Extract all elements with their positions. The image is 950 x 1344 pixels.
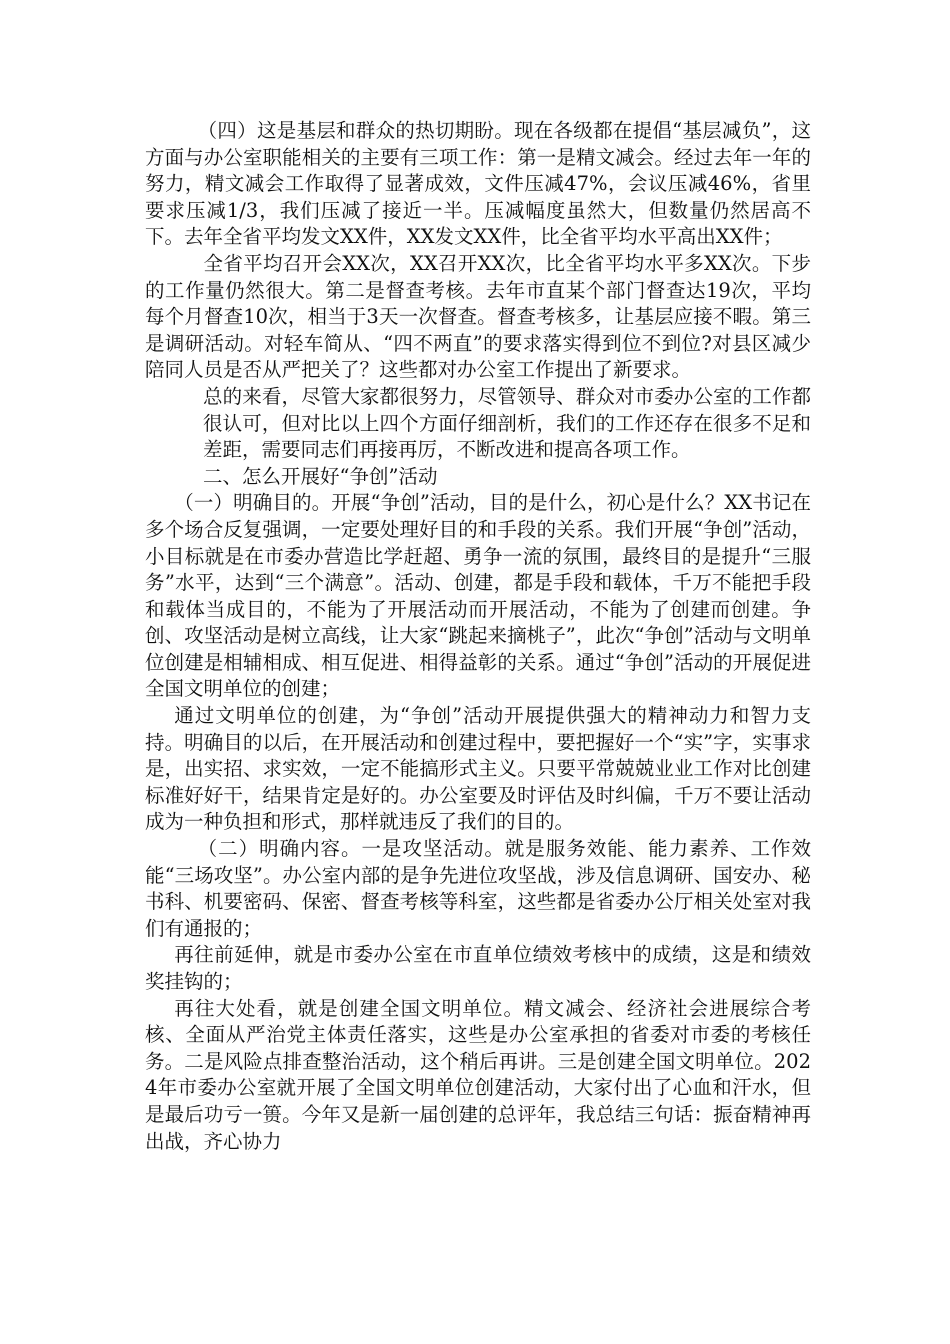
paragraph-6: （二）明确内容。一是攻坚活动。就是服务效能、能力素养、工作效能“三场攻坚”。办公室内部的是争先进位攻坚战，涉及信息调研、国安办、秘书科、机要密码、保密、督查考核等科室，这些都是省委办公厅相关处室对我们有通报的； [145, 837, 811, 940]
paragraph-1: （四）这是基层和群众的热切期盼。现在各级都在提倡“基层减负”，这方面与办公室职能相关的主要有三项工作：第一是精文减会。经过去年一年的努力，精文减会工作取得了显著成效，文件压减47%，会议压减46%，省里要求压减1/3，我们压减了接近一半。压减幅度虽然大，但数量仍然居高不下。去年全省平均发文XX件，XX发文XX件，比全省平均水平高出XX件； [145, 119, 811, 249]
paragraph-7: 再往前延伸，就是市委办公室在市直单位绩效考核中的成绩，这是和绩效奖挂钩的； [145, 943, 811, 993]
paragraph-2: 全省平均召开会XX次，XX召开XX次，比全省平均水平多XX次。下步的工作量仍然很大。第二是督查考核。去年市直某个部门督查达19次，平均每个月督查10次，相当于3天一次督查。督查考核多，让基层应接不暇。第三是调研活动。对轻车简从、“四不两直”的要求落实得到位不到位?对县区减少陪同人员是否从严把关了？这些都对办公室工作提出了新要求。 [145, 251, 811, 382]
paragraph-4: （一）明确目的。开展“争创”活动，目的是什么，初心是什么？XX书记在多个场合反复强调，一定要处理好目的和手段的关系。我们开展“争创”活动，小目标就是在市委办营造比学赶超、勇争一流的氛围，最终目的是提升“三服务”水平，达到“三个满意”。活动、创建，都是手段和载体，千万不能把手段和载体当成目的，不能为了开展活动而开展活动，不能为了创建而创建。争创、攻坚活动是树立高线，让大家“跳起来摘桃子”，此次“争创”活动与文明单位创建是相辅相成、相互促进、相得益彰的关系。通过“争创”活动的开展促进全国文明单位的创建； [145, 491, 811, 701]
paragraph-5: 通过文明单位的创建，为“争创”活动开展提供强大的精神动力和智力支持。明确目的以后，在开展活动和创建过程中，要把握好一个“实”字，实事求是，出实招、求实效，一定不能搞形式主义。只要平常兢兢业业工作对比创建标准好好干，结果肯定是好的。办公室要及时评估及时纠偏，千万不要让活动成为一种负担和形式，那样就违反了我们的目的。 [145, 704, 811, 834]
document-body [145, 118, 811, 1155]
paragraph-3: 总的来看，尽管大家都很努力，尽管领导、群众对市委办公室的工作都很认可，但对比以上四个方面仔细剖析，我们的工作还存在很多不足和差距，需要同志们再接再厉，不断改进和提高各项工作。 [203, 384, 811, 462]
section-heading: 二、怎么开展好“争创”活动 [203, 464, 438, 488]
paragraph-8: 再往大处看，就是创建全国文明单位。精文减会、经济社会进展综合考核、全面从严治党主体责任落实，这些是办公室承担的省委对市委的考核任务。二是风险点排查整治活动，这个稍后再讲。三是创建全国文明单位。2024年市委办公室就开展了全国文明单位创建活动，大家付出了心血和汗水，但是最后功亏一篑。今年又是新一届创建的总评年，我总结三句话：振奋精神再出战，齐心协力 [145, 996, 811, 1153]
